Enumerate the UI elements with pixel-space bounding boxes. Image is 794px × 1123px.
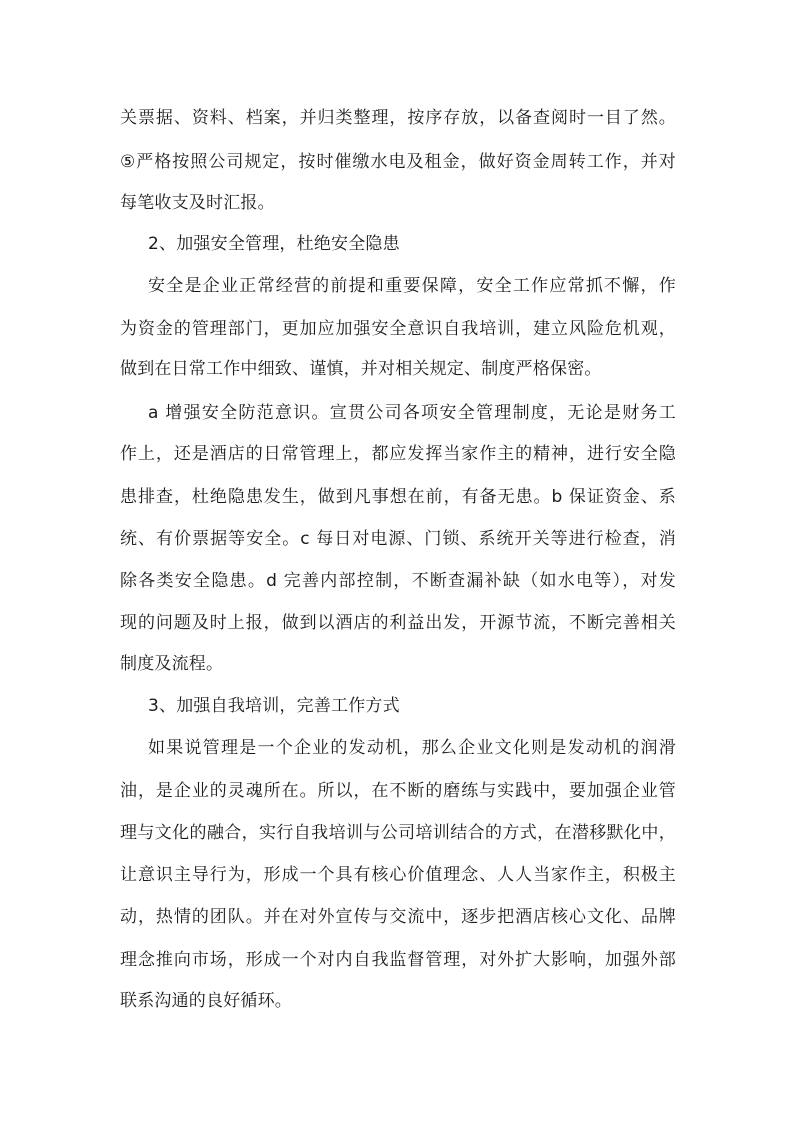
section-heading: 2、加强安全管理，杜绝安全隐患 — [148, 234, 400, 254]
text-line: 理念推向市场，形成一个对内自我监督管理，对外扩大影响，加强外部 — [120, 950, 676, 970]
text-line: 统、有价票据等安全。c 每日对电源、门锁、系统开关等进行检查，消 — [120, 529, 676, 549]
text-line: 作上，还是酒店的日常管理上，都应发挥当家作主的精神，进行安全隐 — [120, 444, 676, 464]
text-line: 油，是企业的灵魂所在。所以，在不断的磨练与实践中，要加强企业管 — [120, 781, 676, 801]
text-line: 动，热情的团队。并在对外宣传与交流中，逐步把酒店核心文化、品牌 — [120, 907, 676, 927]
text-line: 每笔收支及时汇报。 — [120, 193, 275, 213]
text-line: 现的问题及时上报，做到以酒店的利益出发，开源节流，不断完善相关 — [120, 613, 676, 633]
text-line: 除各类安全隐患。d 完善内部控制，不断查漏补缺（如水电等），对发 — [120, 571, 676, 591]
text-line: 联系沟通的良好循环。 — [120, 991, 292, 1011]
text-line: 让意识主导行为，形成一个具有核心价值理念、人人当家作主，积极主 — [120, 865, 676, 885]
text-line: 制度及流程。 — [120, 654, 224, 674]
text-line: 如果说管理是一个企业的发动机，那么企业文化则是发动机的润滑 — [148, 738, 676, 758]
text-line: 为资金的管理部门，更加应加强安全意识自我培训，建立风险危机观， — [120, 319, 676, 339]
text-line: ⑤严格按照公司规定，按时催缴水电及租金，做好资金周转工作，并对 — [120, 152, 676, 172]
text-line: 做到在日常工作中细致、谨慎，并对相关规定、制度严格保密。 — [120, 359, 602, 379]
text-line: 患排查，杜绝隐患发生，做到凡事想在前，有备无患。b 保证资金、系 — [120, 487, 676, 507]
section-heading: 3、加强自我培训，完善工作方式 — [148, 696, 400, 716]
text-line: 安全是企业正常经营的前提和重要保障，安全工作应常抓不懈，作 — [148, 276, 676, 296]
text-line: 关票据、资料、档案，并归类整理，按序存放，以备查阅时一目了然。 — [120, 108, 676, 128]
text-line: a 增强安全防范意识。宣贯公司各项安全管理制度，无论是财务工 — [148, 403, 676, 423]
text-line: 理与文化的融合，实行自我培训与公司培训结合的方式，在潜移默化中， — [120, 823, 676, 843]
